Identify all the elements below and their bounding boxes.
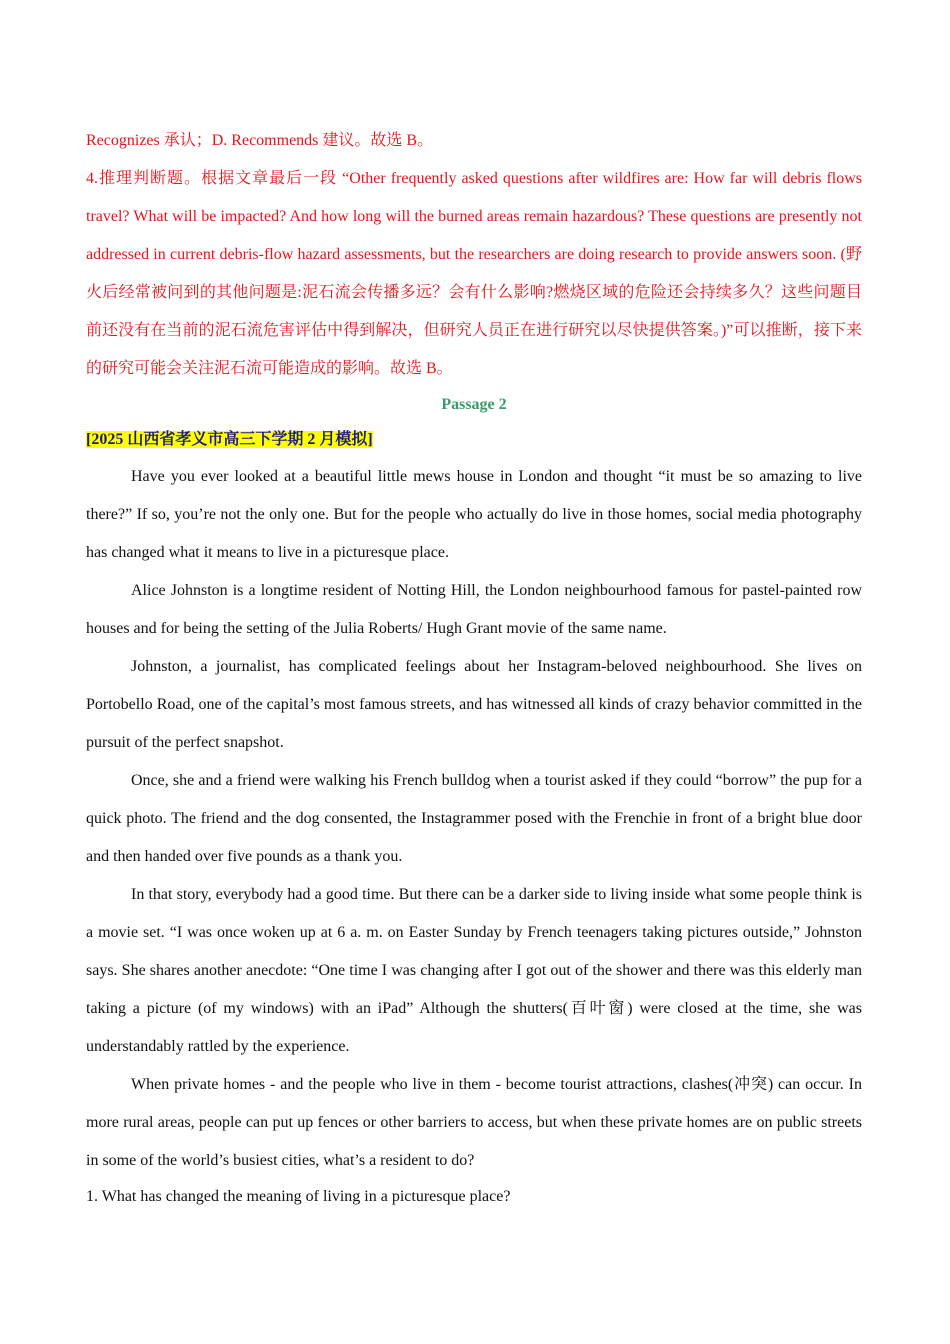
passage-paragraph-2: Alice Johnston is a longtime resident of Notting Hill, the London neighbourhood famous for pastel-painted row houses and for being the setting of the Julia Roberts/ Hugh Grant movie of the same name. <box>86 582 862 637</box>
passage-paragraph-4: Once, she and a friend were walking his French bulldog when a tourist asked if they could “borrow” the pup for a quick photo. The friend and the dog consented, the Instagrammer posed with the Frenchie in front of a bright blue door and then handed over five pounds as a thank you. <box>86 772 862 865</box>
passage-paragraph-5: In that story, everybody had a good time. But there can be a darker side to living inside what some people think is a movie set. “I was once woken up at 6 a. m. on Easter Sunday by French teenagers taking pictures outside,” Johnston says. She shares another anecdote: “One time I was changing after I got out of the shower and there was this elderly man taking a picture (of my windows) with an iPad” Although the shutters(百叶窗) were closed at the time, she was understandably rattled by the experience. <box>86 886 862 1055</box>
passage-source-tag: [2025 山西省孝义市高三下学期 2 月模拟] <box>86 431 373 448</box>
source-line <box>86 422 862 458</box>
question-1: 1. What has changed the meaning of living in a picturesque place? <box>86 1188 511 1205</box>
passage-title: Passage 2 <box>441 396 507 413</box>
passage-paragraph-1: Have you ever looked at a beautiful little mews house in London and thought “it must be so amazing to live there?” If so, you’re not the only one. But for the people who actually do live in those homes, social media photography has changed what it means to live in a picturesque place. <box>86 468 862 561</box>
passage-paragraph-6: When private homes - and the people who live in them - become tourist attractions, clashes(冲突) can occur. In more rural areas, people can put up fences or other barriers to access, but when these private homes are on public streets in some of the world’s busiest cities, what’s a resident to do? <box>86 1076 862 1169</box>
passage-paragraph-3: Johnston, a journalist, has complicated feelings about her Instagram-beloved neighbourhood. She lives on Portobello Road, one of the capital’s most famous streets, and has witnessed all kinds of crazy behavior committed in the pursuit of the perfect snapshot. <box>86 658 862 751</box>
answer-explanation-line: Recognizes 承认；D. Recommends 建议。故选 B。 <box>86 132 434 149</box>
page-content <box>86 122 862 1214</box>
answer-explanation-q4: 4.推理判断题。根据文章最后一段 “Other frequently asked questions after wildfires are: How far will debris flows travel? What will be impacted? And how long will the burned areas remain hazardous? These questions are presently not addressed in current debris-flow hazard assessments, but the researchers are doing research to provide answers soon. (野火后经常被问到的其他问题是:泥石流会传播多远？会有什么影响?燃烧区域的危险还会持续多久？这些问题目前还没有在当前的泥石流危害评估中得到解决，但研究人员正在进行研究以尽快提供答案。)”可以推断，接下来的研究可能会关注泥石流可能造成的影响。故选 B。 <box>86 170 862 377</box>
